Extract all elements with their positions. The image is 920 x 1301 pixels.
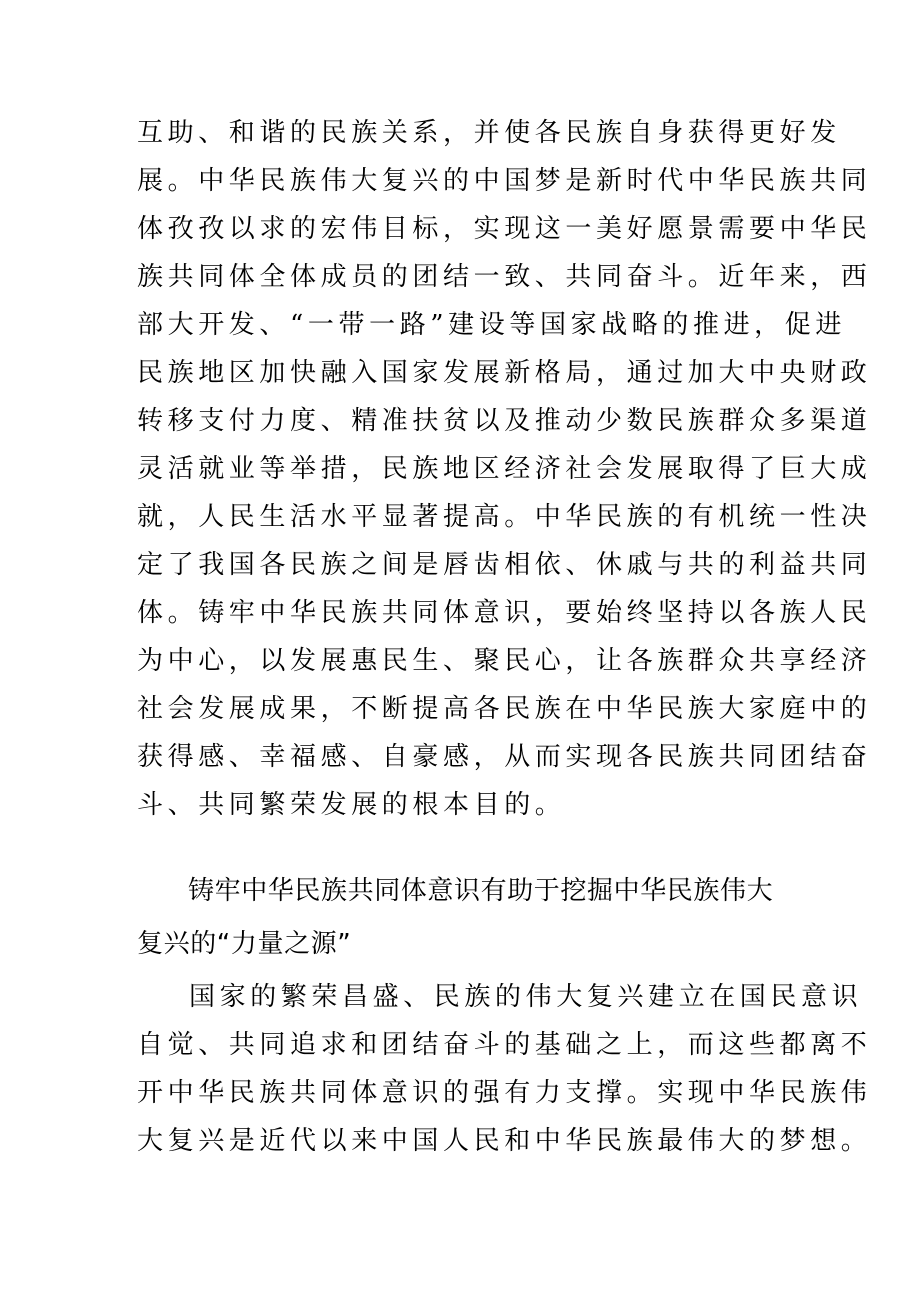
- text-line: 国家的繁荣昌盛、民族的伟大复兴建立在国民意识: [189, 982, 863, 1012]
- text-line: 自觉、共同追求和团结奋斗的基础之上，而这些都离不: [137, 1030, 872, 1060]
- text-line: 体。铸牢中华民族共同体意识，要始终坚持以各族人民: [137, 598, 872, 628]
- text-line: 部大开发、“一带一路”建设等国家战略的推进，促进: [137, 310, 846, 340]
- text-line: 大复兴是近代以来中国人民和中华民族最伟大的梦想。: [137, 1126, 872, 1156]
- text-line: 灵活就业等举措，民族地区经济社会发展取得了巨大成: [137, 454, 872, 484]
- text-line: 转移支付力度、精准扶贫以及推动少数民族群众多渠道: [137, 406, 872, 436]
- text-line: 互助、和谐的民族关系，并使各民族自身获得更好发: [137, 118, 841, 148]
- text-line: 获得感、幸福感、自豪感，从而实现各民族共同团结奋: [137, 742, 872, 772]
- text-line: 就，人民生活水平显著提高。中华民族的有机统一性决: [137, 502, 872, 532]
- heading-line: 铸牢中华民族共同体意识有助于挖掘中华民族伟大: [188, 876, 774, 906]
- text-line: 社会发展成果，不断提高各民族在中华民族大家庭中的: [137, 694, 872, 724]
- text-line: 民族地区加快融入国家发展新格局，通过加大中央财政: [137, 358, 872, 388]
- heading-line: 复兴的“力量之源”: [137, 929, 352, 959]
- text-line: 为中心，以发展惠民生、聚民心，让各族群众共享经济: [137, 646, 872, 676]
- text-line: 定了我国各民族之间是唇齿相依、休戚与共的利益共同: [137, 550, 872, 580]
- text-line: 开中华民族共同体意识的强有力支撑。实现中华民族伟: [137, 1078, 872, 1108]
- text-line: 族共同体全体成员的团结一致、共同奋斗。近年来，西: [137, 262, 872, 292]
- text-line: 展。中华民族伟大复兴的中国梦是新时代中华民族共同: [137, 166, 872, 196]
- text-line: 斗、共同繁荣发展的根本目的。: [137, 790, 566, 820]
- text-line: 体孜孜以求的宏伟目标，实现这一美好愿景需要中华民: [137, 214, 872, 244]
